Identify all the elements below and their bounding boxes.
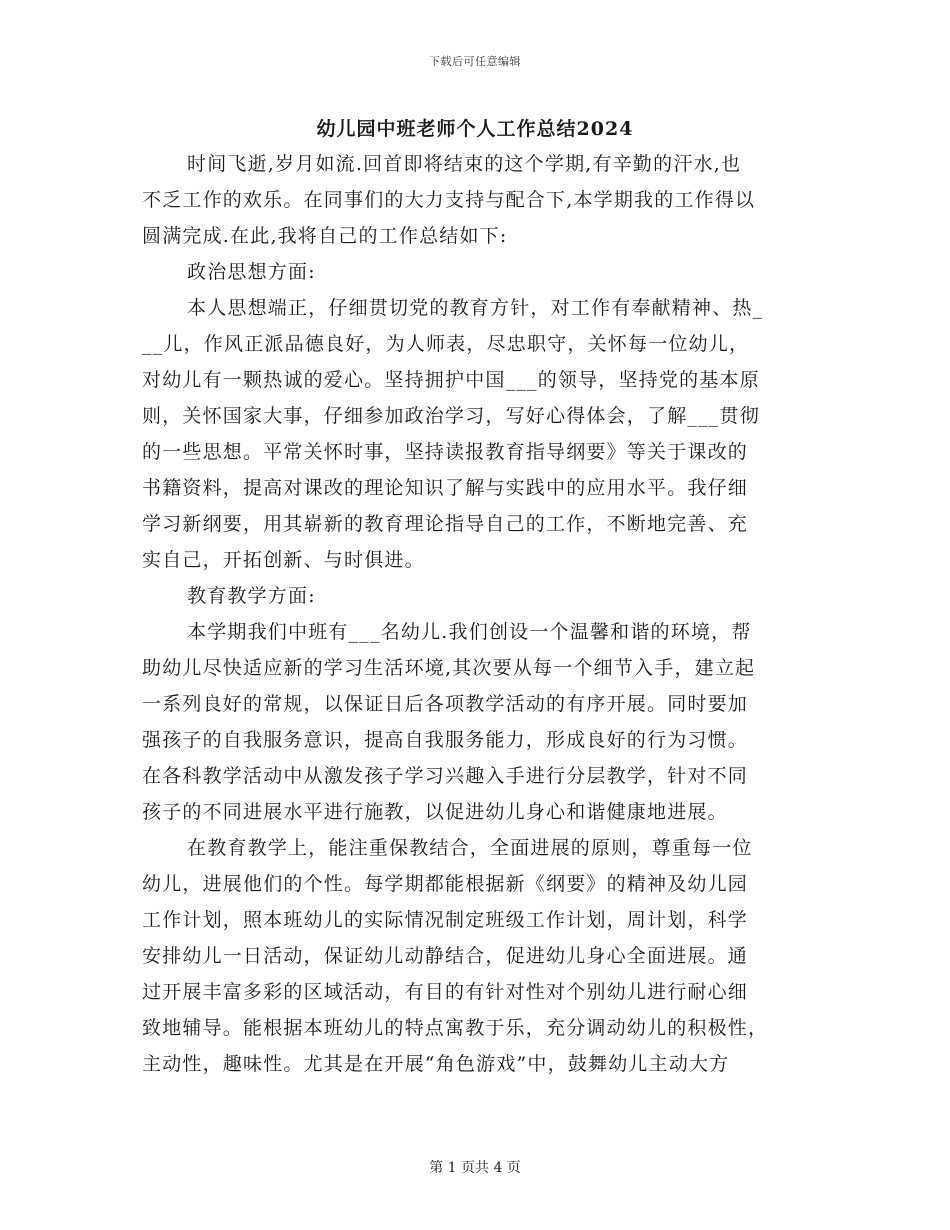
body-line: 幼儿，进展他们的个性。每学期都能根据新《纲要》的精神及幼儿园	[142, 873, 749, 895]
body-line: 本人思想端正，仔细贯切党的教育方针，对工作有奉献精神、热_	[187, 297, 764, 319]
body-line: 致地辅导。能根据本班幼儿的特点寓教于乐，充分调动幼儿的积极性，	[142, 1017, 769, 1039]
body-line: 则，关怀国家大事，仔细参加政治学习，写好心得体会，了解___贯彻	[142, 405, 760, 427]
body-line: 圆满完成.在此,我将自己的工作总结如下:	[142, 225, 508, 247]
body-line: 的一些思想。平常关怀时事，坚持读报教育指导纲要》等关于课改的	[142, 441, 749, 463]
body-line: 强孩子的自我服务意识，提高自我服务能力，形成良好的行为习惯。	[142, 729, 749, 751]
document-title: 幼儿园中班老师个人工作总结2024	[316, 118, 634, 140]
body-line: 教育教学方面:	[187, 585, 316, 607]
body-line: 书籍资料，提高对课改的理论知识了解与实践中的应用水平。我仔细	[142, 477, 749, 499]
body-line: 对幼儿有一颗热诚的爱心。坚持拥护中国___的领导，坚持党的基本原	[142, 369, 760, 391]
body-line: 在教育教学上，能注重保教结合，全面进展的原则，尊重每一位	[187, 837, 753, 859]
page-footer-number: 第 1 页共 4 页	[429, 1160, 521, 1176]
body-line: 时间飞逝,岁月如流.回首即将结束的这个学期,有辛勤的汗水,也	[187, 153, 742, 175]
body-line: 不乏工作的欢乐。在同事们的大力支持与配合下,本学期我的工作得以	[142, 189, 756, 211]
page-header-note: 下载后可任意编辑	[429, 55, 521, 68]
body-line: 安排幼儿一日活动，保证幼儿动静结合，促进幼儿身心全面进展。通	[142, 945, 749, 967]
body-line: 政治思想方面:	[187, 261, 316, 283]
body-line: 本学期我们中班有___名幼儿.我们创设一个温馨和谐的环境，帮	[187, 621, 752, 643]
body-line: 主动性，趣味性。尤其是在开展“角色游戏”中，鼓舞幼儿主动大方	[142, 1053, 730, 1075]
body-line: __儿，作风正派品德良好，为人师表，尽忠职守，关怀每一位幼儿，	[142, 333, 750, 355]
body-line: 实自己，开拓创新、与时俱进。	[142, 549, 425, 571]
body-line: 一系列良好的常规，以保证日后各项教学活动的有序开展。同时要加	[142, 693, 749, 715]
body-line: 学习新纲要，用其崭新的教育理论指导自己的工作，不断地完善、充	[142, 513, 749, 535]
body-line: 孩子的不同进展水平进行施教，以促进幼儿身心和谐健康地进展。	[142, 801, 728, 823]
document-body	[142, 146, 810, 1082]
body-line: 工作计划，照本班幼儿的实际情况制定班级工作计划，周计划，科学	[142, 909, 749, 931]
body-line: 过开展丰富多彩的区域活动，有目的有针对性对个别幼儿进行耐心细	[142, 981, 749, 1003]
body-line: 在各科教学活动中从激发孩子学习兴趣入手进行分层教学，针对不同	[142, 765, 749, 787]
body-line: 助幼儿尽快适应新的学习生活环境,其次要从每一个细节入手，建立起	[142, 657, 756, 679]
